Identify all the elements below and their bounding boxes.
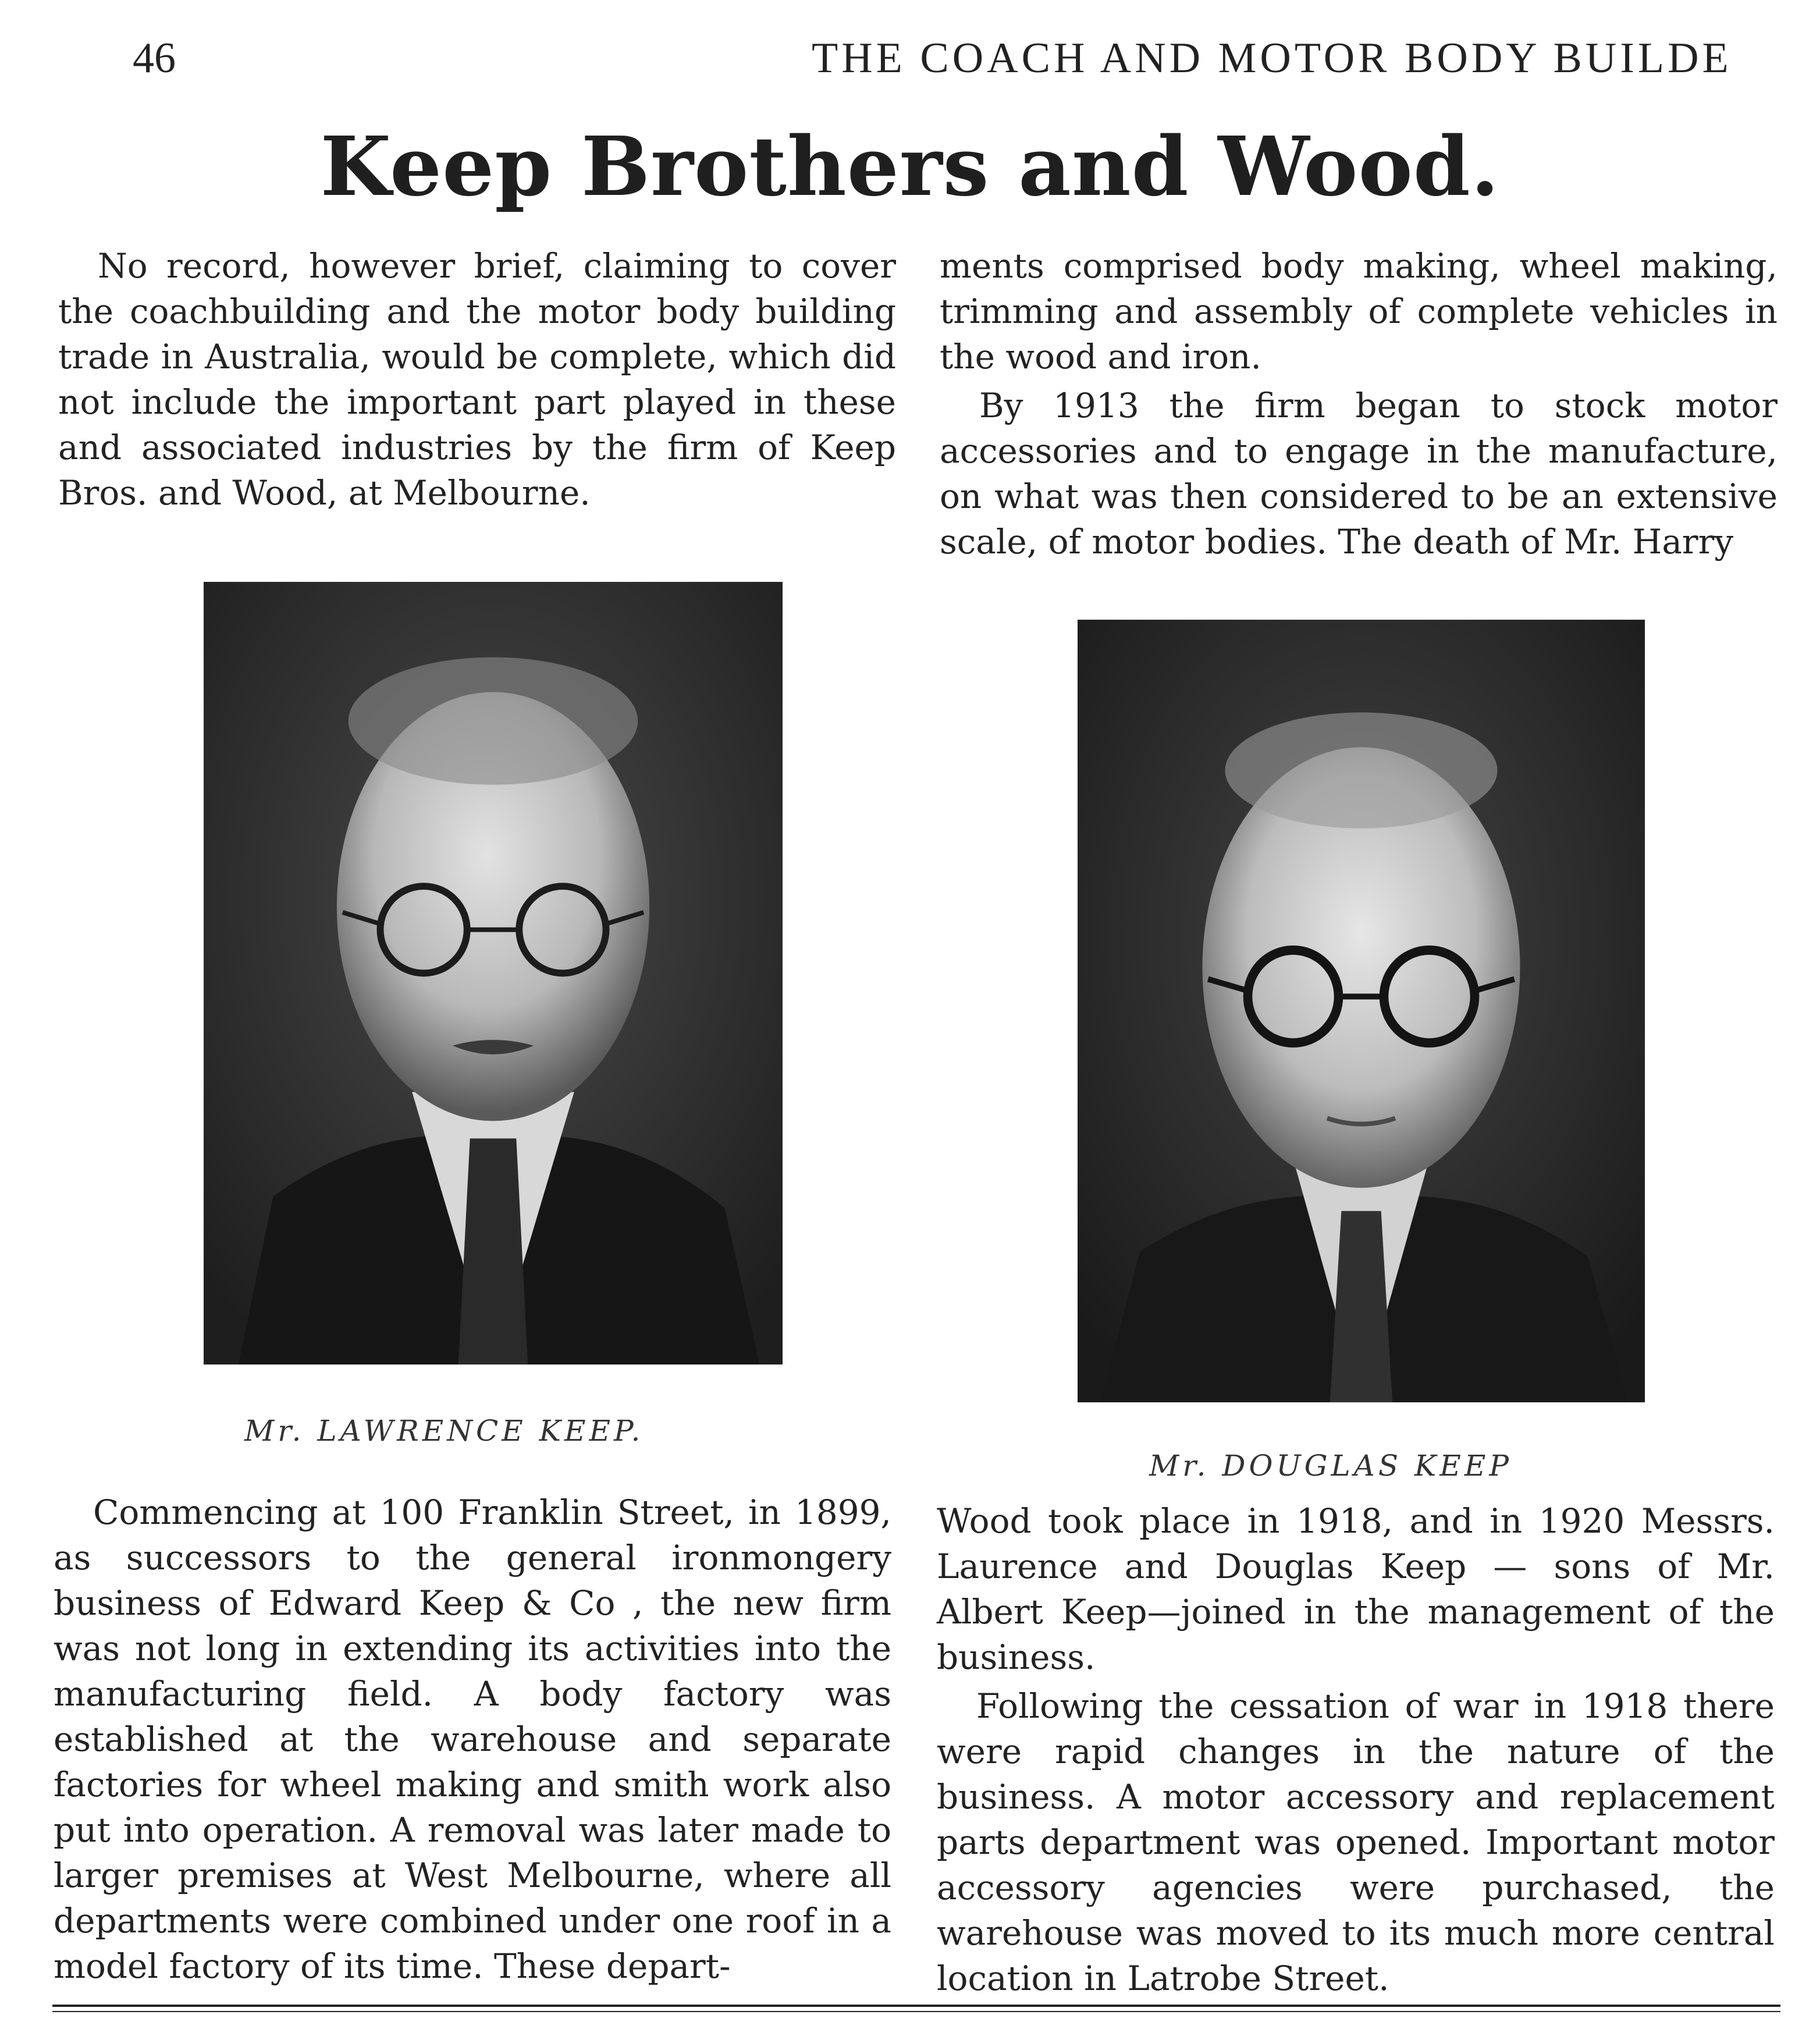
portrait-douglas-keep — [1078, 620, 1645, 1402]
intro-column — [58, 243, 896, 516]
portrait-lawrence-keep — [204, 582, 783, 1364]
caption-lawrence-keep: Mr. LAWRENCE KEEP. — [244, 1414, 644, 1448]
franklin-street-paragraph: Commencing at 100 Franklin Street, in 1899, as successors to the general ironmongery business of Edward Keep & Co , the new firm was not long in extending its activities into the manufacturing field. A body factory was established at the warehouse and separate factories for wheel making and smith work also put into operation. A removal was later made to larger premises at West Melbourne, where all departments were combined under one roof in a model factory of its time. These depart- — [54, 1493, 891, 1986]
page-number: 46 — [133, 34, 176, 82]
portrait-douglas-image — [1078, 620, 1645, 1402]
running-head: THE COACH AND MOTOR BODY BUILDE — [812, 34, 1732, 82]
right-top-column — [940, 243, 1778, 564]
left-bottom-column — [54, 1490, 891, 1989]
caption-douglas-keep: Mr. DOUGLAS KEEP — [1149, 1449, 1513, 1483]
postwar-paragraph: Following the cessation of war in 1918 there were rapid changes in the nature of the business. A motor accessory and replacement parts department was opened. Important motor accessory agencies were purchased, the warehouse was moved to its much more central location in Latrobe Street. — [937, 1686, 1775, 1998]
departments-paragraph: ments comprised body making, wheel making, trimming and assembly of complete vehicles in the wood and iron. — [940, 246, 1778, 376]
right-bottom-column — [937, 1498, 1775, 2001]
portrait-lawrence-image — [204, 582, 783, 1364]
article-title: Keep Brothers and Wood. — [320, 119, 1500, 215]
bottom-rule-thin — [52, 2011, 1780, 2012]
accessories-paragraph: By 1913 the firm began to stock motor accessories and to engage in the manufacture, on what was then considered to be an extensive scale, of motor bodies. The death of Mr. Harry — [940, 386, 1778, 562]
bottom-rule — [52, 2005, 1780, 2007]
intro-paragraph: No record, however brief, claiming to cover the coachbuilding and the motor body building trade in Australia, would be complete, which did not include the important part played in these and associated industries by the firm of Keep Bros. and Wood, at Melbourne. — [58, 246, 896, 513]
management-paragraph: Wood took place in 1918, and in 1920 Messrs. Laurence and Douglas Keep — sons of Mr. Albert Keep—joined in the management of the business. — [937, 1501, 1775, 1677]
